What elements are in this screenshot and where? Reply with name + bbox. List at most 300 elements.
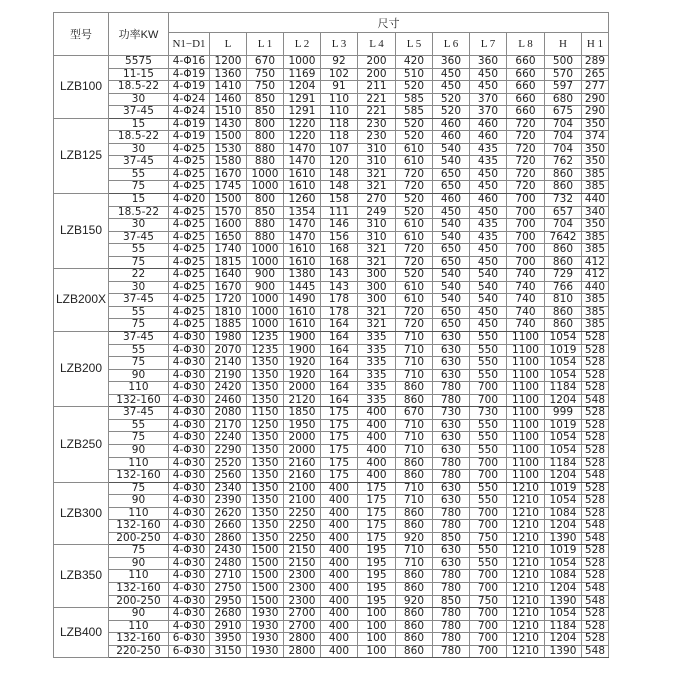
dimension-cell: 300 xyxy=(358,294,396,307)
dimension-cell: 800 xyxy=(247,194,284,207)
power-cell: 30 xyxy=(109,219,169,232)
dimension-cell: 860 xyxy=(396,394,433,407)
table-row xyxy=(54,281,609,294)
flange-cell: 4-Φ30 xyxy=(169,608,210,621)
dimension-cell: 290 xyxy=(582,93,609,106)
dimension-cell: 610 xyxy=(396,294,433,307)
dimension-cell: 1500 xyxy=(210,194,247,207)
dimension-cell: 1500 xyxy=(247,557,284,570)
dimension-cell: 164 xyxy=(321,319,358,332)
dimension-cell: 1500 xyxy=(247,570,284,583)
dimension-cell: 720 xyxy=(396,181,433,194)
dimension-cell: 710 xyxy=(396,332,433,345)
dimension-cell: 850 xyxy=(247,93,284,106)
dimension-cell: 900 xyxy=(247,281,284,294)
dimension-cell: 630 xyxy=(433,444,470,457)
dimension-cell: 1100 xyxy=(507,382,545,395)
dimension-cell: 1900 xyxy=(284,332,321,345)
dimension-cell: 1000 xyxy=(247,319,284,332)
dimension-cell: 660 xyxy=(507,81,545,94)
dimension-cell: 860 xyxy=(545,306,582,319)
dimension-cell: 450 xyxy=(433,206,470,219)
flange-cell: 4-Φ30 xyxy=(169,432,210,445)
dimension-cell: 1350 xyxy=(247,507,284,520)
dimension-cell: 2520 xyxy=(210,457,247,470)
power-cell: 90 xyxy=(109,444,169,457)
dimension-cell: 630 xyxy=(433,545,470,558)
dimension-cell: 400 xyxy=(321,595,358,608)
dimension-cell: 1745 xyxy=(210,181,247,194)
table-row xyxy=(54,582,609,595)
table-row xyxy=(54,206,609,219)
dimension-cell: 860 xyxy=(545,319,582,332)
power-cell: 90 xyxy=(109,369,169,382)
dimension-cell: 710 xyxy=(396,369,433,382)
dimension-cell: 435 xyxy=(470,156,507,169)
dimension-cell: 710 xyxy=(396,557,433,570)
dimension-cell: 1019 xyxy=(545,482,582,495)
dimension-cell: 1670 xyxy=(210,281,247,294)
dimension-cell: 1350 xyxy=(247,382,284,395)
dimension-cell: 2300 xyxy=(284,570,321,583)
dimension-cell: 100 xyxy=(358,620,396,633)
dimension-cell: 1580 xyxy=(210,156,247,169)
dimension-cell: 400 xyxy=(321,495,358,508)
power-cell: 15 xyxy=(109,194,169,207)
table-row xyxy=(54,194,609,207)
dimension-cell: 195 xyxy=(358,557,396,570)
dimension-cell: 520 xyxy=(433,93,470,106)
flange-cell: 4-Φ30 xyxy=(169,369,210,382)
dimension-cell: 570 xyxy=(545,68,582,81)
table-row xyxy=(54,444,609,457)
dimension-cell: 850 xyxy=(433,595,470,608)
table-row xyxy=(54,181,609,194)
power-cell: 75 xyxy=(109,482,169,495)
pump-dimensions-table xyxy=(53,12,609,658)
dimension-cell: 400 xyxy=(321,633,358,646)
dimension-cell: 450 xyxy=(470,256,507,269)
dimension-cell: 1150 xyxy=(247,407,284,420)
dimension-cell: 1100 xyxy=(507,407,545,420)
dimension-cell: 860 xyxy=(396,620,433,633)
dimension-cell: 700 xyxy=(470,582,507,595)
dimension-cell: 2100 xyxy=(284,495,321,508)
dimension-cell: 780 xyxy=(433,645,470,658)
dimension-cell: 540 xyxy=(470,294,507,307)
dimension-cell: 2860 xyxy=(210,532,247,545)
dimension-cell: 630 xyxy=(433,557,470,570)
dimension-cell: 1000 xyxy=(247,181,284,194)
dimension-cell: 310 xyxy=(358,143,396,156)
dimension-cell: 2430 xyxy=(210,545,247,558)
dimension-cell: 118 xyxy=(321,131,358,144)
dimension-cell: 175 xyxy=(358,495,396,508)
dimension-cell: 520 xyxy=(396,118,433,131)
flange-cell: 4-Φ25 xyxy=(169,294,210,307)
dimension-cell: 548 xyxy=(582,520,609,533)
dimension-cell: 550 xyxy=(470,545,507,558)
dimension-cell: 710 xyxy=(396,419,433,432)
table-row xyxy=(54,507,609,520)
flange-cell: 4-Φ30 xyxy=(169,407,210,420)
dimension-cell: 1000 xyxy=(247,294,284,307)
flange-cell: 4-Φ25 xyxy=(169,156,210,169)
dimension-cell: 860 xyxy=(396,633,433,646)
dimension-cell: 1354 xyxy=(284,206,321,219)
dimension-cell: 168 xyxy=(321,244,358,257)
flange-cell: 4-Φ30 xyxy=(169,470,210,483)
dimension-cell: 720 xyxy=(507,131,545,144)
dimension-cell: 164 xyxy=(321,369,358,382)
dimension-cell: 400 xyxy=(358,444,396,457)
dimension-cell: 1390 xyxy=(545,595,582,608)
dimension-cell: 528 xyxy=(582,332,609,345)
dimension-cell: 1610 xyxy=(284,256,321,269)
dimension-cell: 1610 xyxy=(284,319,321,332)
dimension-cell: 2150 xyxy=(284,557,321,570)
dimension-cell: 450 xyxy=(470,244,507,257)
table-row xyxy=(54,357,609,370)
power-cell: 132-160 xyxy=(109,394,169,407)
dimension-cell: 2080 xyxy=(210,407,247,420)
dimension-cell: 1210 xyxy=(507,645,545,658)
dimension-cell: 164 xyxy=(321,332,358,345)
dimension-cell: 860 xyxy=(396,470,433,483)
dimension-cell: 710 xyxy=(396,444,433,457)
flange-cell: 4-Φ25 xyxy=(169,143,210,156)
dimension-cell: 400 xyxy=(358,407,396,420)
dimension-cell: 335 xyxy=(358,332,396,345)
dimension-cell: 860 xyxy=(396,382,433,395)
dimension-cell: 750 xyxy=(470,532,507,545)
flange-cell: 4-Φ24 xyxy=(169,106,210,119)
power-cell: 37-45 xyxy=(109,407,169,420)
dimension-cell: 1490 xyxy=(284,294,321,307)
dimension-cell: 1360 xyxy=(210,68,247,81)
dimension-cell: 440 xyxy=(582,281,609,294)
dimension-cell: 780 xyxy=(433,570,470,583)
dimension-cell: 780 xyxy=(433,633,470,646)
dimension-cell: 450 xyxy=(433,81,470,94)
model-cell: LZB200X xyxy=(54,269,109,332)
dimension-cell: 585 xyxy=(396,106,433,119)
dimension-cell: 1235 xyxy=(247,332,284,345)
dimension-cell: 780 xyxy=(433,520,470,533)
table-row xyxy=(54,319,609,332)
dimension-cell: 528 xyxy=(582,620,609,633)
dimension-cell: 1054 xyxy=(545,369,582,382)
dimension-cell: 660 xyxy=(507,68,545,81)
dimension-cell: 700 xyxy=(507,231,545,244)
power-cell: 75 xyxy=(109,319,169,332)
dimension-cell: 2800 xyxy=(284,633,321,646)
dimension-cell: 700 xyxy=(507,194,545,207)
dimension-cell: 1210 xyxy=(507,620,545,633)
dimension-cell: 450 xyxy=(470,319,507,332)
dimension-cell: 460 xyxy=(433,194,470,207)
dimension-cell: 710 xyxy=(396,545,433,558)
dimension-cell: 660 xyxy=(507,93,545,106)
flange-cell: 4-Φ25 xyxy=(169,244,210,257)
power-cell: 90 xyxy=(109,495,169,508)
dimension-cell: 780 xyxy=(433,382,470,395)
dimension-cell: 460 xyxy=(433,118,470,131)
dimension-cell: 300 xyxy=(358,269,396,282)
dimension-cell: 1210 xyxy=(507,507,545,520)
dimension-cell: 750 xyxy=(470,595,507,608)
table-row xyxy=(54,482,609,495)
dimension-cell: 435 xyxy=(470,231,507,244)
dimension-cell: 720 xyxy=(396,306,433,319)
dimension-cell: 1610 xyxy=(284,181,321,194)
dimension-cell: 400 xyxy=(321,620,358,633)
power-cell: 18.5-22 xyxy=(109,131,169,144)
power-cell: 75 xyxy=(109,432,169,445)
table-row xyxy=(54,570,609,583)
dimension-cell: 335 xyxy=(358,369,396,382)
dimension-cell: 2290 xyxy=(210,444,247,457)
dimension-cell: 412 xyxy=(582,256,609,269)
dimension-cell: 310 xyxy=(358,231,396,244)
dimension-cell: 704 xyxy=(545,118,582,131)
dimension-cell: 1920 xyxy=(284,369,321,382)
dimension-cell: 1350 xyxy=(247,369,284,382)
power-cell: 37-45 xyxy=(109,106,169,119)
col-header-l: L xyxy=(210,33,247,56)
dimension-cell: 435 xyxy=(470,143,507,156)
flange-cell: 4-Φ25 xyxy=(169,181,210,194)
dimension-cell: 710 xyxy=(396,482,433,495)
dimension-cell: 528 xyxy=(582,382,609,395)
dimension-cell: 310 xyxy=(358,219,396,232)
dimension-cell: 1000 xyxy=(247,306,284,319)
dimension-cell: 740 xyxy=(507,306,545,319)
dimension-cell: 2000 xyxy=(284,444,321,457)
dimension-cell: 1380 xyxy=(284,269,321,282)
dimension-cell: 385 xyxy=(582,181,609,194)
dimension-cell: 321 xyxy=(358,256,396,269)
dimension-cell: 750 xyxy=(247,68,284,81)
dimension-cell: 630 xyxy=(433,369,470,382)
dimension-cell: 1000 xyxy=(247,256,284,269)
dimension-cell: 528 xyxy=(582,419,609,432)
power-cell: 75 xyxy=(109,357,169,370)
dimension-cell: 321 xyxy=(358,319,396,332)
power-cell: 110 xyxy=(109,570,169,583)
flange-cell: 4-Φ25 xyxy=(169,206,210,219)
dimension-cell: 710 xyxy=(396,357,433,370)
dimension-cell: 200 xyxy=(358,68,396,81)
dimension-cell: 520 xyxy=(396,131,433,144)
dimension-cell: 1054 xyxy=(545,357,582,370)
dimension-cell: 178 xyxy=(321,306,358,319)
dimension-cell: 1204 xyxy=(284,81,321,94)
dimension-cell: 400 xyxy=(321,545,358,558)
dimension-cell: 1210 xyxy=(507,633,545,646)
dimension-cell: 670 xyxy=(396,407,433,420)
dimension-cell: 1210 xyxy=(507,608,545,621)
power-cell: 110 xyxy=(109,382,169,395)
dimension-cell: 385 xyxy=(582,231,609,244)
dimension-cell: 710 xyxy=(396,344,433,357)
table-body xyxy=(54,56,609,658)
dimension-cell: 630 xyxy=(433,357,470,370)
table-row xyxy=(54,131,609,144)
dimension-cell: 550 xyxy=(470,344,507,357)
table-row xyxy=(54,81,609,94)
dimension-cell: 720 xyxy=(507,143,545,156)
dimension-cell: 300 xyxy=(358,281,396,294)
dimension-cell: 550 xyxy=(470,495,507,508)
dimension-cell: 800 xyxy=(247,118,284,131)
dimension-cell: 1815 xyxy=(210,256,247,269)
dimension-cell: 2620 xyxy=(210,507,247,520)
dimension-cell: 550 xyxy=(470,419,507,432)
col-header-l6: L 6 xyxy=(433,33,470,56)
dimension-cell: 175 xyxy=(358,520,396,533)
dimension-cell: 460 xyxy=(470,131,507,144)
power-cell: 200-250 xyxy=(109,595,169,608)
dimension-cell: 400 xyxy=(321,608,358,621)
dimension-cell: 860 xyxy=(396,457,433,470)
dimension-cell: 610 xyxy=(396,281,433,294)
dimension-cell: 610 xyxy=(396,231,433,244)
dimension-cell: 200 xyxy=(358,56,396,69)
dimension-cell: 100 xyxy=(358,608,396,621)
dimension-cell: 548 xyxy=(582,645,609,658)
dimension-cell: 1260 xyxy=(284,194,321,207)
dimension-cell: 2070 xyxy=(210,344,247,357)
power-cell: 55 xyxy=(109,419,169,432)
table-row xyxy=(54,344,609,357)
dimension-cell: 700 xyxy=(470,457,507,470)
power-cell: 75 xyxy=(109,181,169,194)
flange-cell: 4-Φ24 xyxy=(169,93,210,106)
dimension-cell: 880 xyxy=(247,143,284,156)
dimension-cell: 195 xyxy=(358,570,396,583)
dimension-cell: 860 xyxy=(396,608,433,621)
dimension-cell: 630 xyxy=(433,419,470,432)
power-cell: 55 xyxy=(109,244,169,257)
dimension-cell: 2750 xyxy=(210,582,247,595)
dimension-cell: 1350 xyxy=(247,444,284,457)
dimension-cell: 374 xyxy=(582,131,609,144)
dimension-cell: 1610 xyxy=(284,306,321,319)
dimension-cell: 460 xyxy=(433,131,470,144)
dimension-cell: 1500 xyxy=(247,545,284,558)
dimension-cell: 528 xyxy=(582,432,609,445)
dimension-cell: 107 xyxy=(321,143,358,156)
table-row xyxy=(54,332,609,345)
dimension-cell: 158 xyxy=(321,194,358,207)
power-cell: 132-160 xyxy=(109,582,169,595)
dimension-cell: 2340 xyxy=(210,482,247,495)
dimension-cell: 2000 xyxy=(284,432,321,445)
dimension-cell: 2240 xyxy=(210,432,247,445)
dimension-cell: 321 xyxy=(358,244,396,257)
dimension-cell: 1510 xyxy=(210,106,247,119)
table-row xyxy=(54,68,609,81)
dimension-cell: 1204 xyxy=(545,582,582,595)
dimension-cell: 110 xyxy=(321,106,358,119)
dimension-cell: 528 xyxy=(582,344,609,357)
power-cell: 37-45 xyxy=(109,231,169,244)
dimension-cell: 1885 xyxy=(210,319,247,332)
dimension-cell: 780 xyxy=(433,457,470,470)
dimension-cell: 2300 xyxy=(284,582,321,595)
flange-cell: 4-Φ16 xyxy=(169,56,210,69)
dimension-cell: 1390 xyxy=(545,645,582,658)
dimension-cell: 700 xyxy=(470,382,507,395)
flange-cell: 4-Φ19 xyxy=(169,118,210,131)
dimension-cell: 548 xyxy=(582,532,609,545)
dimension-cell: 740 xyxy=(507,319,545,332)
dimension-cell: 1100 xyxy=(507,394,545,407)
table-row xyxy=(54,495,609,508)
dimension-cell: 550 xyxy=(470,332,507,345)
dimension-cell: 550 xyxy=(470,432,507,445)
dimension-cell: 540 xyxy=(470,269,507,282)
table-row xyxy=(54,269,609,282)
flange-cell: 4-Φ30 xyxy=(169,482,210,495)
table-row xyxy=(54,156,609,169)
flange-cell: 4-Φ30 xyxy=(169,570,210,583)
dimension-cell: 720 xyxy=(507,118,545,131)
dimension-cell: 460 xyxy=(470,194,507,207)
dimension-cell: 700 xyxy=(507,206,545,219)
dimension-cell: 1950 xyxy=(284,419,321,432)
power-cell: 18.5-22 xyxy=(109,206,169,219)
dimension-cell: 2710 xyxy=(210,570,247,583)
table-row xyxy=(54,294,609,307)
dimension-cell: 92 xyxy=(321,56,358,69)
dimension-cell: 400 xyxy=(358,419,396,432)
dimension-cell: 540 xyxy=(433,269,470,282)
dimension-cell: 1350 xyxy=(247,357,284,370)
dimension-cell: 2700 xyxy=(284,608,321,621)
power-header: 功率KW xyxy=(109,13,169,56)
dimension-cell: 450 xyxy=(470,168,507,181)
dimension-cell: 670 xyxy=(247,56,284,69)
dimension-cell: 1470 xyxy=(284,143,321,156)
dimension-cell: 1500 xyxy=(247,595,284,608)
dimension-cell: 412 xyxy=(582,269,609,282)
dimension-cell: 2140 xyxy=(210,357,247,370)
dimension-cell: 146 xyxy=(321,219,358,232)
flange-cell: 4-Φ25 xyxy=(169,168,210,181)
dimension-cell: 1210 xyxy=(507,482,545,495)
dimension-cell: 528 xyxy=(582,507,609,520)
col-header-l8: L 8 xyxy=(507,33,545,56)
dimension-cell: 148 xyxy=(321,181,358,194)
dimension-cell: 2390 xyxy=(210,495,247,508)
flange-cell: 4-Φ30 xyxy=(169,419,210,432)
dimension-cell: 720 xyxy=(396,319,433,332)
dimension-cell: 168 xyxy=(321,256,358,269)
flange-cell: 4-Φ30 xyxy=(169,344,210,357)
power-cell: 30 xyxy=(109,93,169,106)
flange-cell: 4-Φ30 xyxy=(169,545,210,558)
dimension-cell: 290 xyxy=(582,106,609,119)
dimension-cell: 164 xyxy=(321,382,358,395)
dimension-cell: 1019 xyxy=(545,344,582,357)
dimension-cell: 2680 xyxy=(210,608,247,621)
dimension-cell: 510 xyxy=(396,68,433,81)
dimension-cell: 1850 xyxy=(284,407,321,420)
model-cell: LZB100 xyxy=(54,56,109,119)
power-cell: 110 xyxy=(109,620,169,633)
